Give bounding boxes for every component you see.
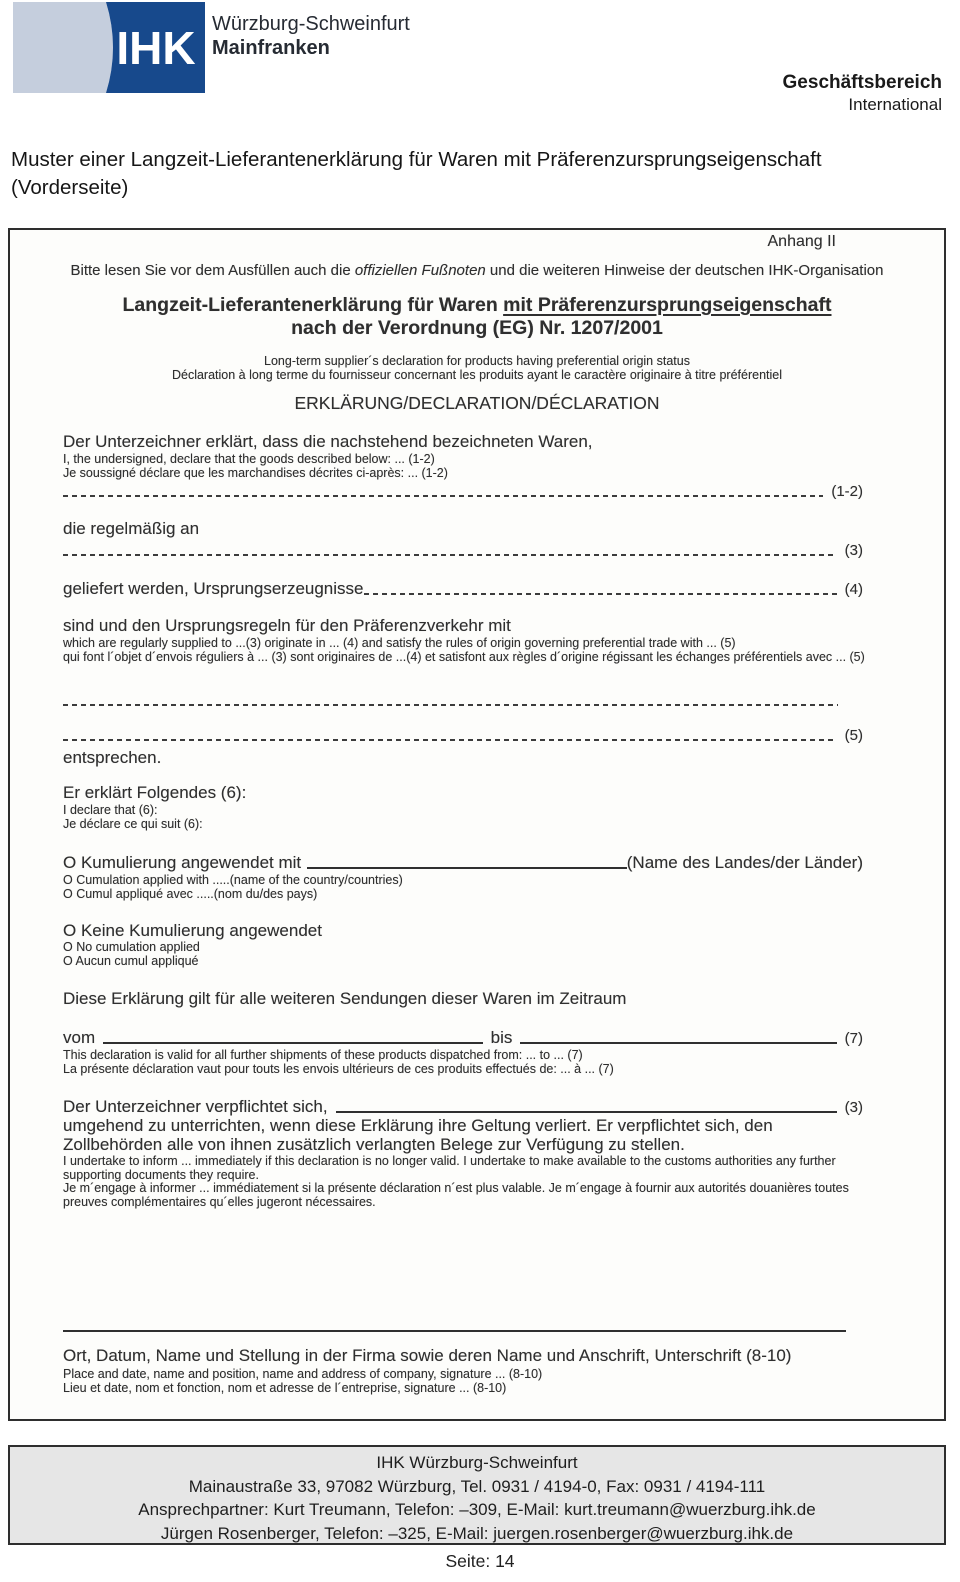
form-title-line1: [10, 294, 944, 316]
footer-org: IHK Würzburg-Schweinfurt: [376, 1453, 578, 1472]
form-title-part1: Langzeit-Lieferantenerklärung für Waren: [122, 294, 504, 316]
annex-label: Anhang II: [767, 233, 836, 250]
declares-following-fr: Je déclare ce qui suit (6):: [63, 817, 203, 831]
declare-de: Der Unterzeichner erklärt, dass die nachstehend bezeichneten Waren,: [63, 432, 593, 451]
rules-de: sind und den Ursprungsregeln für den Präferenzverkehr mit: [63, 616, 511, 635]
signature-de: Ort, Datum, Name und Stellung in der Firma sowie deren Name und Anschrift, Unterschrift (8-10): [63, 1346, 792, 1365]
cumulation-row: [63, 852, 863, 872]
form-note-suffix: und die weiteren Hinweise der deutschen IHK-Organisation: [485, 262, 884, 279]
declaration-form-scan: [8, 228, 946, 1421]
page-number: Seite: 14: [445, 1551, 515, 1571]
origin-fill-line: [364, 593, 837, 595]
declares-following-en: I declare that (6):: [63, 803, 158, 817]
logo-org-name: [212, 12, 410, 60]
contact-footer: [8, 1445, 946, 1545]
consignee-fill-line: [63, 554, 837, 556]
undertake-de3: Zollbehörden alle von ihnen zusätzlich verlangten Belege zur Verfügung zu stellen.: [63, 1135, 685, 1154]
bis-label: bis: [490, 1028, 513, 1047]
goods-fill-label: (1-2): [831, 483, 863, 500]
logo-org-line1: Würzburg-Schweinfurt: [212, 13, 410, 35]
validity-de: Diese Erklärung gilt für alle weiteren Sendungen dieser Waren im Zeitraum: [63, 989, 627, 1008]
form-note-italic: offiziellen Fußnoten: [354, 262, 486, 279]
undertake-de1: Der Unterzeichner verpflichtet sich,: [63, 1097, 328, 1116]
ihk-logo: [13, 2, 205, 93]
footer-contact-2: Jürgen Rosenberger, Telefon: –325, E-Mail: juergen.rosenberger@wuerzburg.ihk.de: [160, 1523, 794, 1543]
division-subtitle: International: [848, 95, 942, 114]
footer-address: Mainaustraße 33, 97082 Würzburg, Tel. 0931 / 4194-0, Fax: 0931 / 4194-111: [188, 1476, 766, 1496]
trade-fill-line-2: [63, 739, 837, 741]
form-note-prefix: Bitte lesen Sie vor dem Ausfüllen auch die: [70, 262, 355, 279]
form-note: [10, 262, 944, 279]
declare-fr: Je soussigné déclare que les marchandises décrites ci-après: ... (1-2): [63, 466, 448, 480]
cumulation-option-fr: O Cumul appliqué avec .....(nom du/des pays): [63, 887, 318, 901]
origin-fill-label: (4): [844, 581, 863, 598]
validity-en: This declaration is valid for all further shipments of these products dispatched from: ... to ... (7): [63, 1048, 583, 1062]
no-cumulation-fr: O Aucun cumul appliqué: [63, 954, 199, 968]
page-title-line1: Muster einer Langzeit-Lieferantenerklärung für Waren mit Präferenzursprungseigenschaft: [11, 148, 822, 171]
trade-fill-row-2: [63, 724, 863, 744]
validity-fr: La présente déclaration vaut pour touts les envois ultérieurs de ces produits effectués de: ... à ... (7): [63, 1062, 614, 1076]
signature-en: Place and date, name and position, name and address of company, signature ... (8-10): [63, 1367, 543, 1381]
date-to-line: [520, 1042, 836, 1044]
undertake-row: [63, 1096, 863, 1116]
geliefert-text: geliefert werden, Ursprungserzeugnisse: [63, 579, 364, 598]
ihk-logo-icon: [13, 2, 205, 93]
undertake-en: I undertake to inform ... immediately if this declaration is no longer valid. I undertake to make available to the customs authorities any further supporting documents they require.: [63, 1154, 836, 1182]
form-subtitle-en: Long-term supplier´s declaration for products having preferential origin status: [264, 354, 690, 368]
trade-fill-line-1: [63, 704, 838, 706]
ihk-logo-text: IHK: [116, 22, 196, 74]
logo-org-line2: Mainfranken: [212, 37, 330, 59]
undertake-fr: Je m´engage à informer ... immédiatement si la présente déclaration n´est plus valable. Je m´engage à fournir aux autorités douanières toutes preuves complémentaires qu´elles jugeront nécessaires.: [63, 1181, 849, 1209]
undertake-fill-line: [336, 1111, 837, 1113]
declares-following-de: Er erklärt Folgendes (6):: [63, 783, 247, 802]
date-from-line: [103, 1042, 483, 1044]
form-subtitle-fr: Déclaration à long terme du fournisseur concernant les produits ayant le caractère originaire à titre préférentiel: [171, 368, 783, 382]
no-cumulation-en: O No cumulation applied: [63, 940, 200, 954]
no-cumulation-de: O Keine Kumulierung angewendet: [63, 921, 322, 940]
form-title-part2: mit Präferenzursprungseigenschaft: [503, 294, 832, 316]
signature-fr: Lieu et date, nom et fonction, nom et adresse de l´entreprise, signature ... (8-10): [63, 1381, 507, 1395]
page-title: [11, 146, 946, 201]
origin-fill-row: [63, 578, 863, 598]
validity-label: (7): [844, 1030, 863, 1047]
cumulation-fill-line: [307, 867, 627, 869]
cumulation-option-de: O Kumulierung angewendet mit: [63, 853, 302, 872]
declare-en: I, the undersigned, declare that the goods described below: ... (1-2): [63, 452, 435, 466]
form-title-line2: nach der Verordnung (EG) Nr. 1207/2001: [291, 317, 663, 339]
vom-label: vom: [63, 1028, 96, 1047]
cumulation-option-en: O Cumulation applied with .....(name of the country/countries): [63, 873, 403, 887]
footer-contact-1: Ansprechpartner: Kurt Treumann, Telefon: –309, E-Mail: kurt.treumann@wuerzburg.ihk.de: [138, 1500, 816, 1519]
form-heading: ERKLÄRUNG/DECLARATION/DÉCLARATION: [294, 393, 660, 413]
division-block: [783, 72, 942, 115]
undertake-de2: umgehend zu unterrichten, wenn diese Erklärung ihre Geltung verliert. Er verpflichtet sich, den: [63, 1116, 773, 1135]
division-title: Geschäftsbereich: [782, 72, 942, 93]
signature-line: [63, 1330, 846, 1332]
undertake-label: (3): [844, 1099, 863, 1116]
consignee-fill-row: [63, 539, 863, 559]
goods-fill-row: [63, 480, 863, 500]
regelmaessig-text: die regelmäßig an: [63, 519, 200, 538]
cumulation-country-label: (Name des Landes/der Länder): [626, 853, 863, 872]
entsprechen-text: entsprechen.: [63, 748, 162, 767]
validity-dates-row: [63, 1027, 863, 1047]
rules-en: which are regularly supplied to ...(3) originate in ... (4) and satisfy the rules of origin governing preferential trade with ... (5): [63, 636, 736, 650]
goods-fill-line: [63, 495, 823, 497]
consignee-fill-label: (3): [844, 542, 863, 559]
trade-fill-label: (5): [844, 727, 863, 744]
rules-fr: qui font l´objet d´envois réguliers à ... (3) sont originaires de ...(4) et satisfont aux règles d´origine régissant les échanges préférentiels avec ... (5): [63, 650, 865, 664]
page-title-line2: (Vorderseite): [11, 175, 129, 199]
